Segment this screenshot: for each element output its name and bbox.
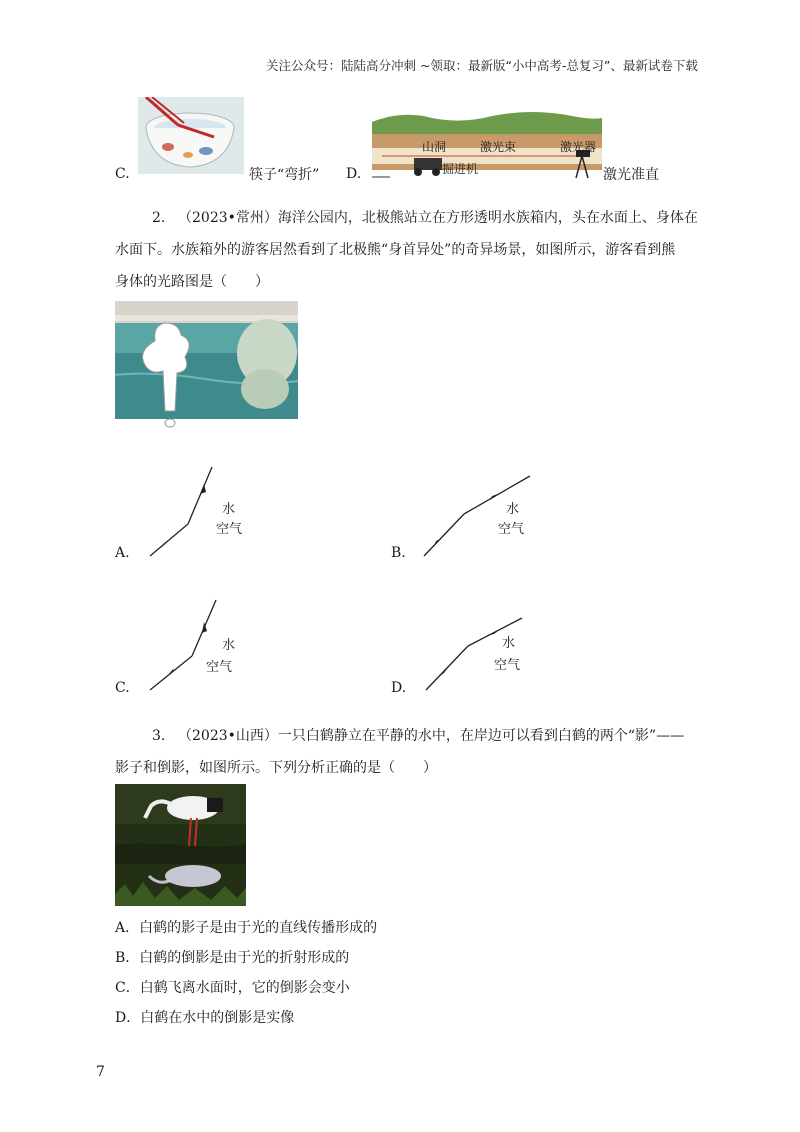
q3-number: 3. (152, 728, 166, 744)
page-header: 关注公众号：陆陆高分冲刺 ~领取：最新版“小中高考-总复习”、最新试卷下载 (266, 58, 698, 73)
q2-b-air-label: 空气 (498, 522, 525, 537)
page-number: 7 (96, 1064, 105, 1080)
q3-option-b: B．白鹤的倒影是由于光的折射形成的 (115, 950, 350, 966)
q2-option-b-label: B. (391, 545, 406, 561)
crane-reflection-photo (115, 784, 246, 906)
q2-option-d-label: D. (391, 680, 407, 696)
q2-a-water-label: 水 (222, 502, 236, 517)
label-cave: 山洞 (422, 140, 447, 154)
q2-option-c-diagram (140, 598, 270, 698)
q2-option-c-label: C. (115, 680, 130, 696)
q1-option-c-caption: 筷子“弯折” (249, 167, 320, 183)
label-tunnel-boring-machine: 掘进机 (442, 162, 479, 176)
q3-line2: 影子和倒影，如图所示。下列分析正确的是（ ） (115, 760, 437, 776)
q2-d-air-label: 空气 (494, 658, 521, 673)
q2-d-water-label: 水 (502, 636, 516, 651)
q2-c-air-label: 空气 (206, 660, 233, 675)
label-laser-beam: 激光束 (480, 140, 517, 154)
q2-b-water-label: 水 (506, 502, 520, 517)
q2-line1: （2023•常州）海洋公园内，北极熊站立在方形透明水族箱内，头在水面上、身体在 (178, 210, 698, 226)
q3-option-c: C．白鹤飞离水面时，它的倒影会变小 (115, 980, 350, 996)
q2-line3: 身体的光路图是（ ） (115, 274, 269, 290)
q3-option-d: D．白鹤在水中的倒影是实像 (115, 1010, 295, 1026)
q3-option-a: A．白鹤的影子是由于光的直线传播形成的 (115, 920, 378, 936)
q2-option-d-diagram (418, 610, 538, 700)
laser-tunnel-image (372, 108, 602, 178)
q2-line2: 水面下。水族箱外的游客居然看到了北极熊“身首异处”的奇异场景，如图所示，游客看到熊 (115, 242, 676, 258)
q3-line1: （2023•山西）一只白鹤静立在平静的水中，在岸边可以看到白鹤的两个“影”—— (178, 728, 685, 744)
q1-option-d-caption: 激光准直 (603, 167, 659, 183)
q1-option-c-label: C. (115, 166, 130, 182)
q2-option-b-diagram (418, 472, 538, 562)
bowl-chopsticks-image (138, 97, 244, 174)
q2-number: 2. (152, 210, 166, 226)
q2-option-a-diagram (140, 462, 270, 562)
q2-c-water-label: 水 (222, 638, 236, 653)
polar-bear-photo (115, 301, 298, 429)
label-laser-device: 激光器 (560, 140, 597, 154)
q2-option-a-label: A. (115, 545, 130, 561)
q2-a-air-label: 空气 (216, 522, 243, 537)
q1-option-d-label: D. (346, 166, 362, 182)
